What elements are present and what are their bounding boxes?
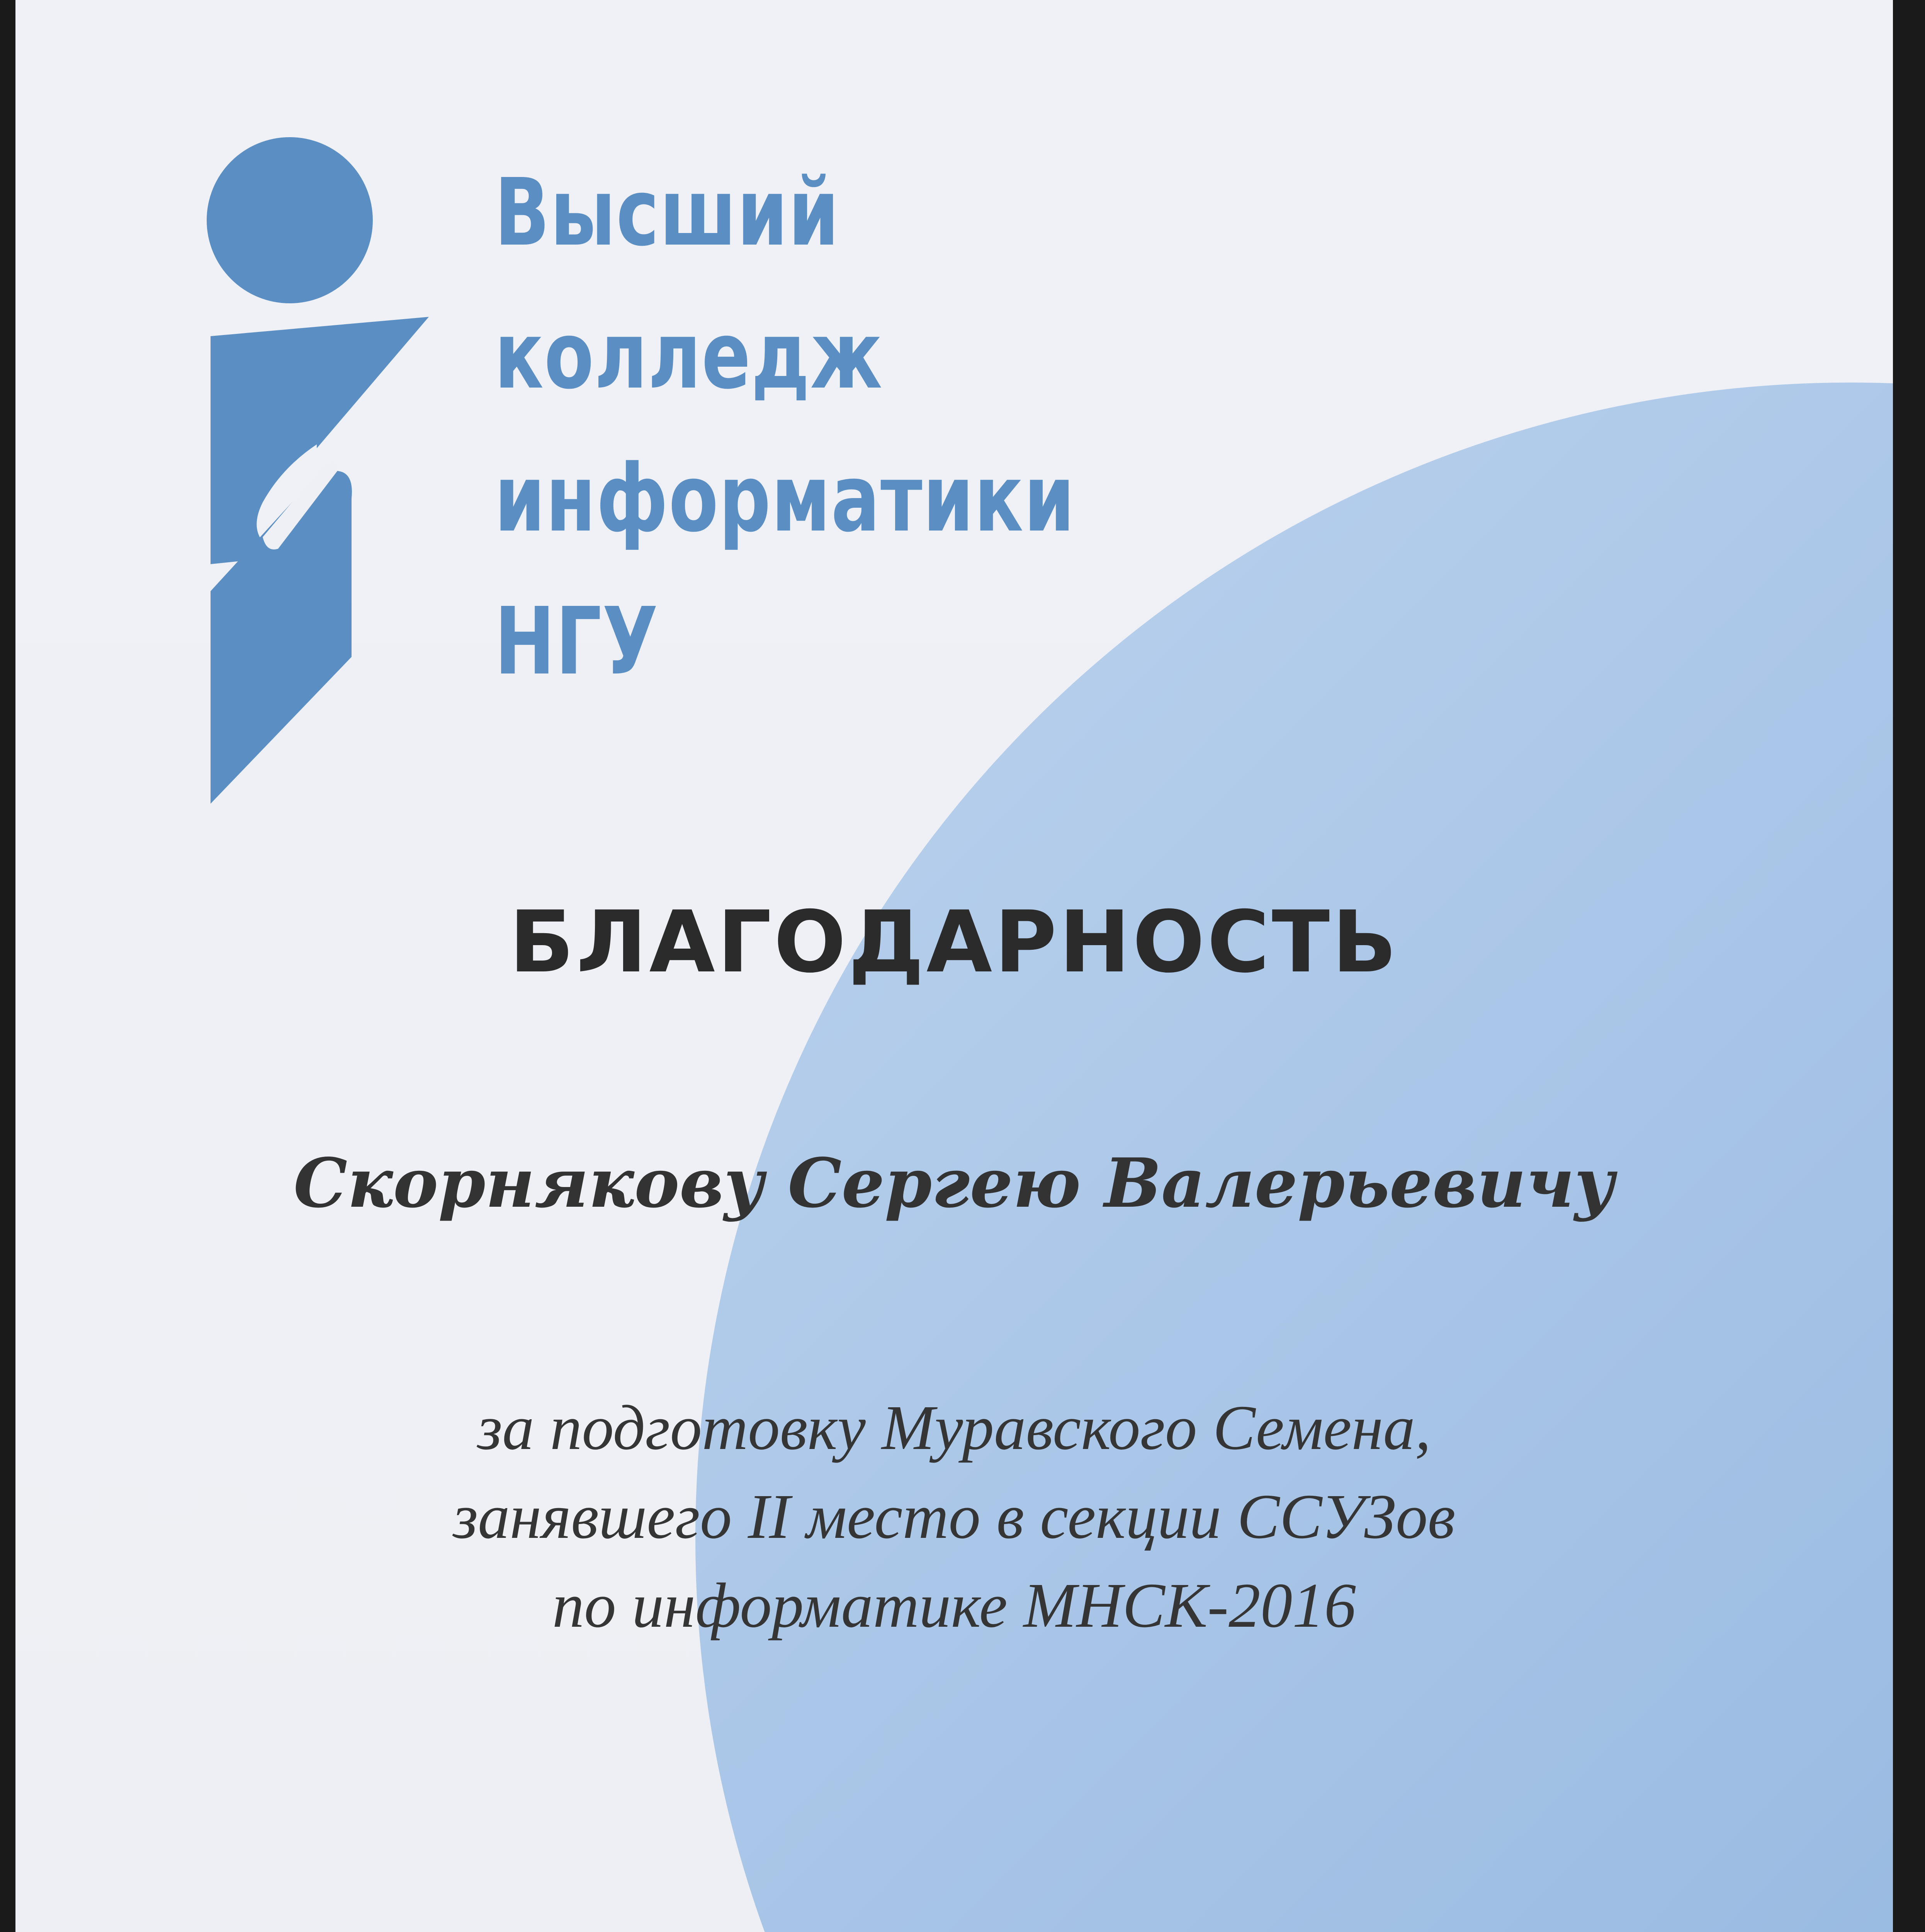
reason-line-1: за подготовку Муравского Семена, xyxy=(477,1392,1431,1463)
certificate-sheet xyxy=(15,0,1893,1932)
brand-line-3: информатики xyxy=(494,444,1075,553)
college-i-logo-icon xyxy=(207,137,429,804)
recipient-name: Скорнякову Сергею Валерьевичу xyxy=(293,1144,1615,1223)
brand-line-1: Высший xyxy=(494,158,840,267)
brand-line-2: колледж xyxy=(494,301,883,410)
reason-line-2: занявшего II место в секции ССУЗов xyxy=(453,1481,1456,1552)
certificate-title: БЛАГОДАРНОСТЬ xyxy=(509,893,1399,992)
brand-line-4: НГУ xyxy=(494,587,659,696)
reason-line-3: по информатике МНСК-2016 xyxy=(552,1570,1356,1641)
